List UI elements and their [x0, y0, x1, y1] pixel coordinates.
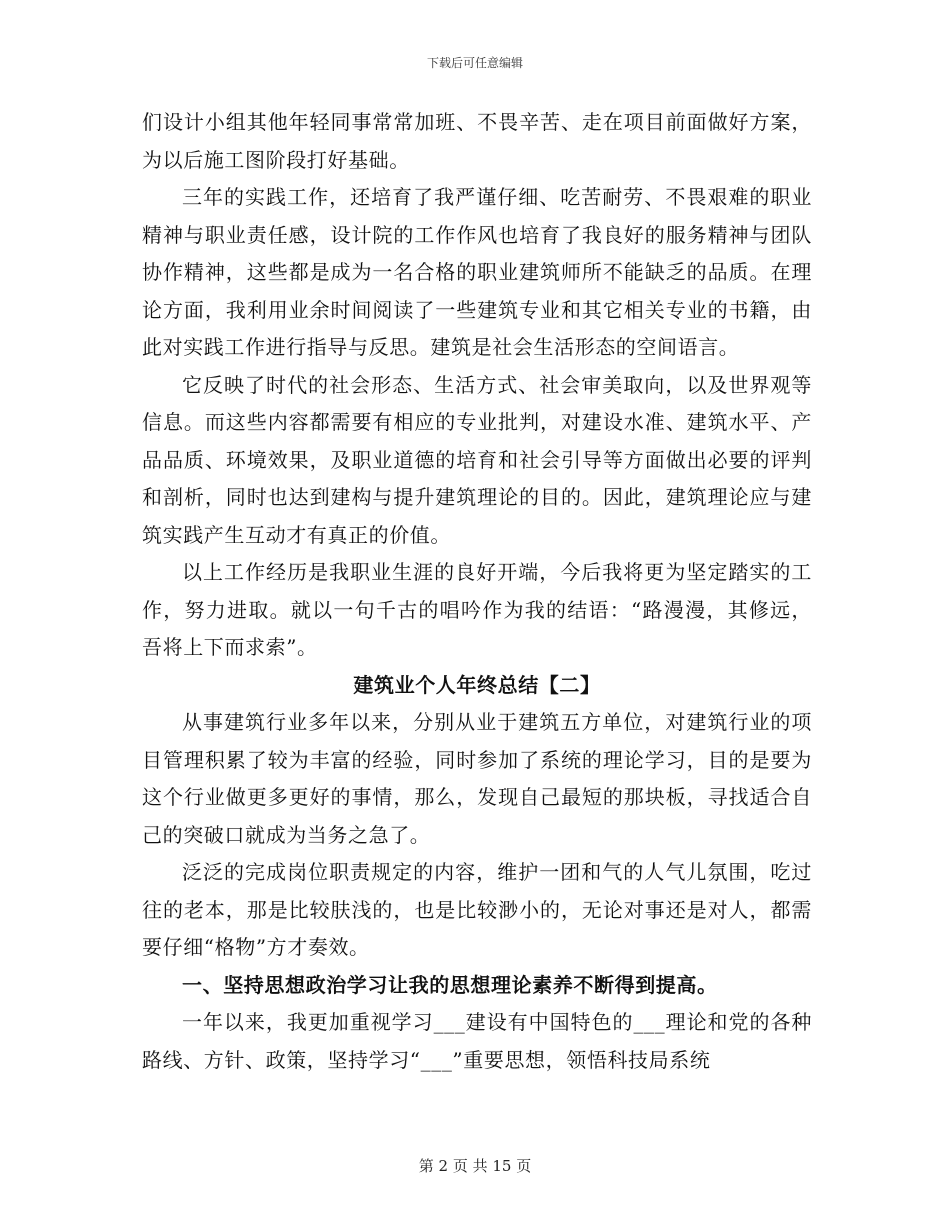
paragraph-conclusion: 以上工作经历是我职业生涯的良好开端，今后我将更为坚定踏实的工作，努力进取。就以一句千古的唱吟作为我的结语：“路漫漫，其修远，吾将上下而求索”。 [142, 560, 812, 659]
page-number-footer: 第 2 页 共 15 页 [418, 1157, 532, 1175]
paragraph-continuation: 们设计小组其他年轻同事常常加班、不畏辛苦、走在项目前面做好方案，为以后施工图阶段打好基础。 [142, 110, 812, 172]
paragraph-practice-work: 三年的实践工作，还培育了我严谨仔细、吃苦耐劳、不畏艰难的职业精神与职业责任感，设计院的工作作风也培育了我良好的服务精神与团队协作精神，这些都是成为一名合格的职业建筑师所不能缺乏的品质。在理论方面，我利用业余时间阅读了一些建筑专业和其它相关专业的书籍，由此对实践工作进行指导与反思。建筑是社会生活形态的空间语言。 [142, 185, 812, 359]
subsection-heading: 一、坚持思想政治学习让我的思想理论素养不断得到提高。 [182, 972, 718, 997]
paragraph-industry-experience: 从事建筑行业多年以来，分别从业于建筑五方单位，对建筑行业的项目管理积累了较为丰富的经验，同时参加了系统的理论学习，目的是要为这个行业做更多更好的事情，那么，发现自己最短的那块板，寻找适合自己的突破口就成为当务之急了。 [142, 710, 812, 847]
paragraph-political-study: 一年以来，我更加重视学习___建设有中国特色的___理论和党的各种路线、方针、政策，坚持学习“___”重要思想，领悟科技局系统 [142, 1010, 812, 1072]
section-title: 建筑业个人年终总结【二】 [353, 672, 601, 697]
paragraph-architecture-reflection: 它反映了时代的社会形态、生活方式、社会审美取向，以及世界观等信息。而这些内容都需要有相应的专业批判，对建设水准、建筑水平、产品品质、环境效果，及职业道德的培育和社会引导等方面做出必要的评判和剖析，同时也达到建构与提升建筑理论的目的。因此，建筑理论应与建筑实践产生互动才有真正的价值。 [142, 372, 812, 547]
document-body [142, 104, 812, 1079]
page-header-note: 下载后可任意编辑 [426, 56, 523, 70]
paragraph-duty-attitude: 泛泛的完成岗位职责规定的内容，维护一团和气的人气儿氛围，吃过往的老本，那是比较肤浅的，也是比较渺小的，无论对事还是对人，都需要仔细“格物”方才奏效。 [142, 860, 812, 959]
